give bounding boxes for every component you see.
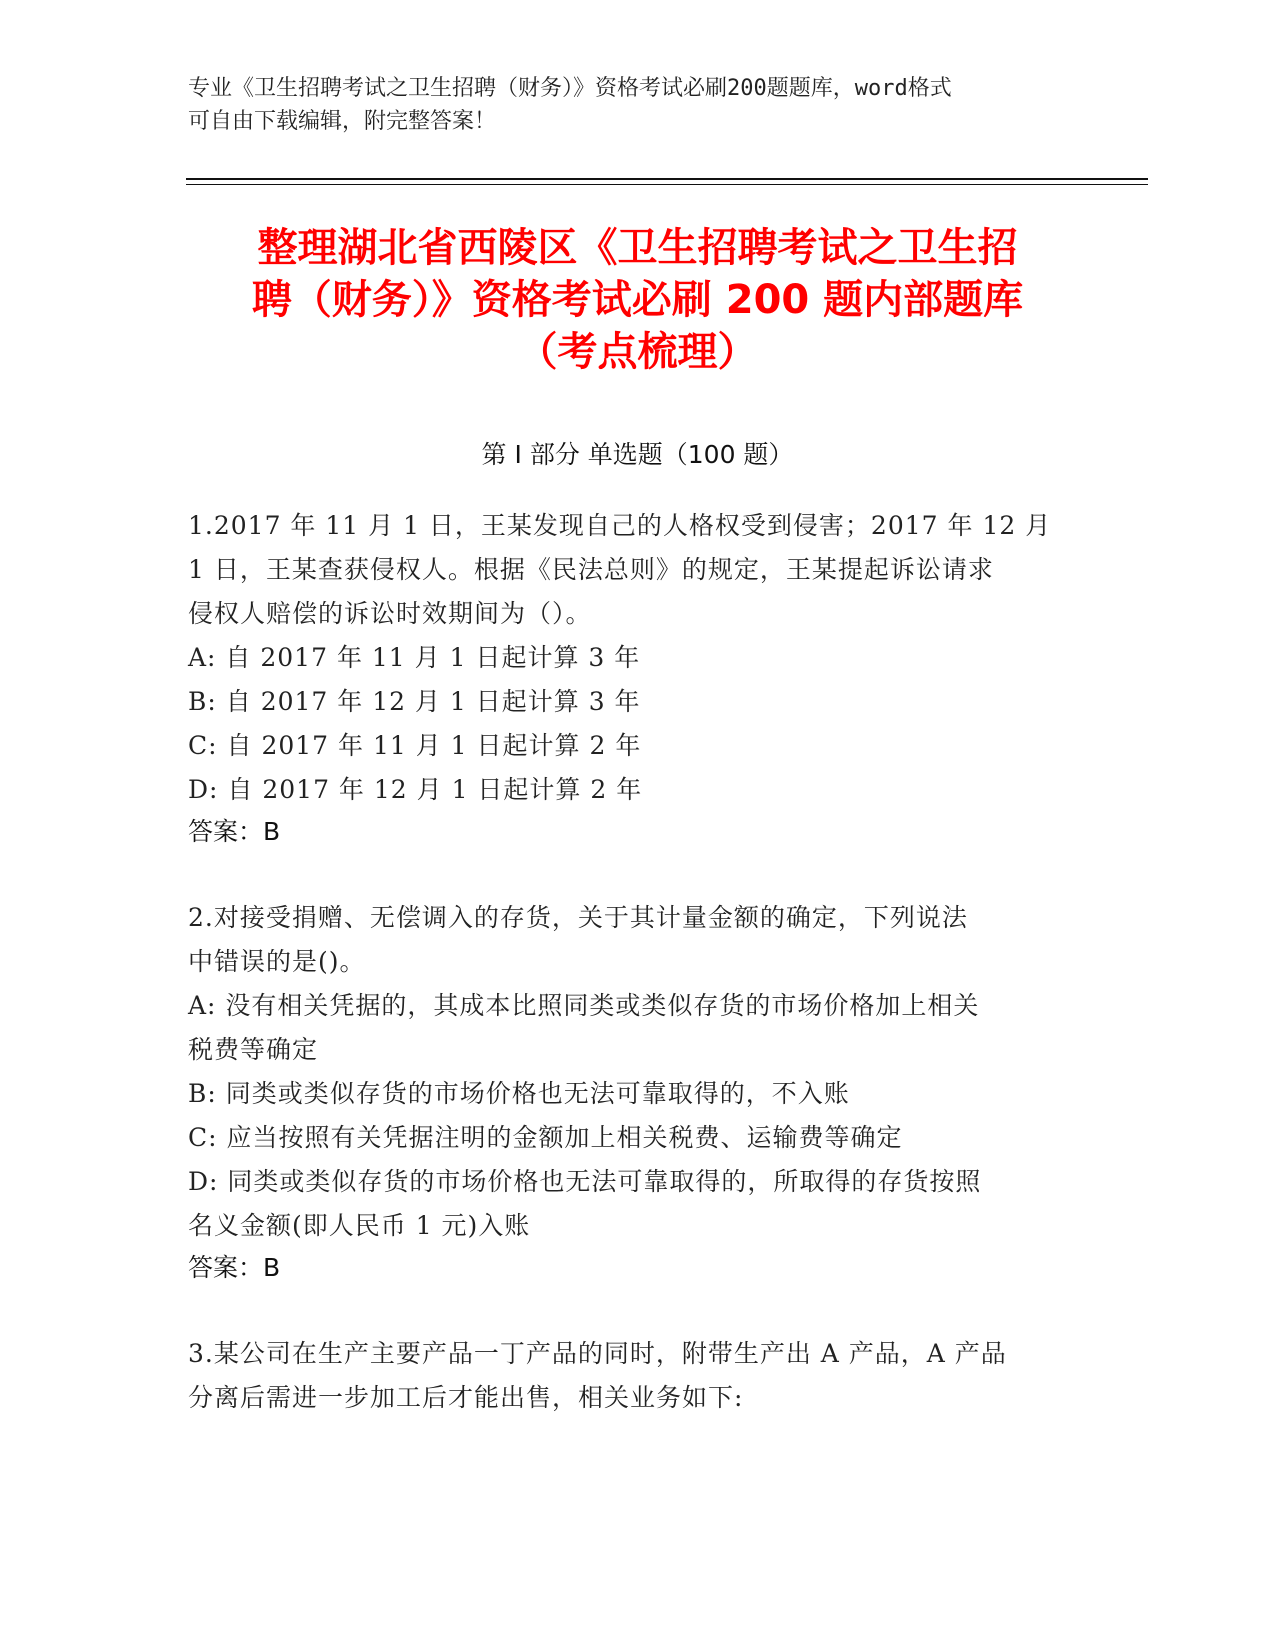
document-title [150,222,1125,378]
option-d: D: 自 2017 年 12 月 1 日起计算 2 年 [188,775,643,804]
question-stem-line: 3.某公司在生产主要产品一丁产品的同时，附带生产出 A 产品，A 产品 [188,1339,1007,1368]
option-b: B: 自 2017 年 12 月 1 日起计算 3 年 [188,687,641,716]
header-divider [186,178,1148,180]
option-c: C: 应当按照有关凭据注明的金额加上相关税费、运输费等确定 [188,1123,903,1152]
option-a: A: 没有相关凭据的，其成本比照同类或类似存货的市场价格加上相关 [188,991,980,1020]
title-line: 聘（财务）》资格考试必刷 200 题内部题库 [251,277,1024,323]
section-heading: 第 I 部分 单选题（100 题） [481,440,794,469]
header-note [188,72,1068,138]
title-line: 整理湖北省西陵区《卫生招聘考试之卫生招 [257,225,1018,271]
question-2 [188,896,1078,1248]
question-stem-line: 分离后需进一步加工后才能出售，相关业务如下: [188,1383,744,1412]
title-line: （考点梳理） [517,329,758,375]
header-note-line: 专业《卫生招聘考试之卫生招聘（财务）》资格考试必刷200题题库，word格式 [188,76,952,101]
question-stem-line: 2.对接受捐赠、无偿调入的存货，关于其计量金额的确定，下列说法 [188,903,968,932]
answer-1: 答案：B [188,817,281,846]
option-b: B: 同类或类似存货的市场价格也无法可靠取得的，不入账 [188,1079,850,1108]
question-stem-line: 1.2017 年 11 月 1 日，王某发现自己的人格权受到侵害；2017 年 12 月 [188,511,1052,540]
question-stem-line: 1 日，王某查获侵权人。根据《民法总则》的规定，王某提起诉讼请求 [188,555,994,584]
question-1 [188,504,1078,812]
option-c: C: 自 2017 年 11 月 1 日起计算 2 年 [188,731,642,760]
question-stem-line: 侵权人赔偿的诉讼时效期间为（）。 [188,599,592,628]
question-stem-line: 中错误的是()。 [188,947,366,976]
option-a: A: 自 2017 年 11 月 1 日起计算 3 年 [188,643,641,672]
option-d-cont: 名义金额(即人民币 1 元)入账 [188,1211,531,1240]
option-a-cont: 税费等确定 [188,1035,319,1064]
header-note-line: 可自由下载编辑，附完整答案！ [188,109,497,134]
header-divider [186,184,1148,185]
option-d: D: 同类或类似存货的市场价格也无法可靠取得的，所取得的存货按照 [188,1167,982,1196]
question-3 [188,1332,1078,1420]
answer-2: 答案：B [188,1253,281,1282]
